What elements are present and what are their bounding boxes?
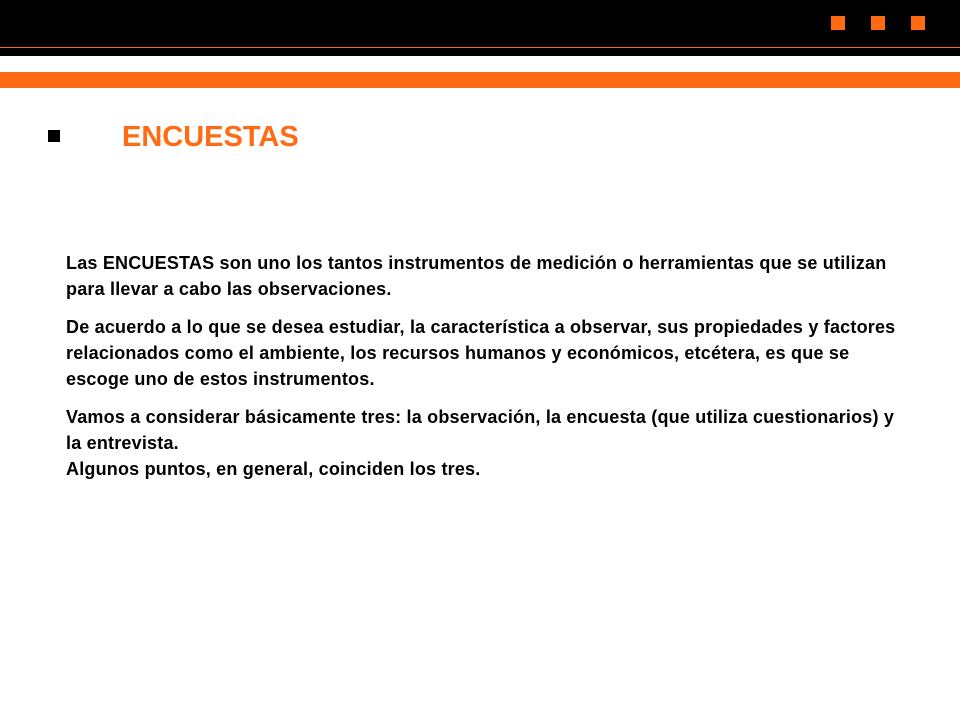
paragraph-selection: De acuerdo a lo que se desea estudiar, la característica a observar, sus propiedades y factores relacionados como el ambiente, los recursos humanos y económicos, etcétera, es que se escoge uno de estos instrumentos. bbox=[66, 317, 896, 389]
header-square-icon bbox=[831, 16, 845, 30]
paragraph-types: Vamos a considerar básicamente tres: la observación, la encuesta (que utiliza cuestionarios) y la entrevista. bbox=[66, 407, 895, 453]
slide-title: ENCUESTAS bbox=[122, 121, 299, 153]
header-accent-line bbox=[0, 47, 960, 48]
header-square-icon bbox=[871, 16, 885, 30]
accent-band bbox=[0, 72, 960, 88]
paragraph-common-points: Algunos puntos, en general, coinciden los tres. bbox=[66, 459, 481, 479]
header-square-icon bbox=[911, 16, 925, 30]
header-bar bbox=[0, 0, 960, 56]
paragraph-definition: Las ENCUESTAS son uno los tantos instrumentos de medición o herramientas que se utilizan para llevar a cabo las observaciones. bbox=[66, 253, 887, 299]
title-bullet-icon bbox=[48, 130, 60, 142]
slide-body bbox=[66, 250, 896, 482]
